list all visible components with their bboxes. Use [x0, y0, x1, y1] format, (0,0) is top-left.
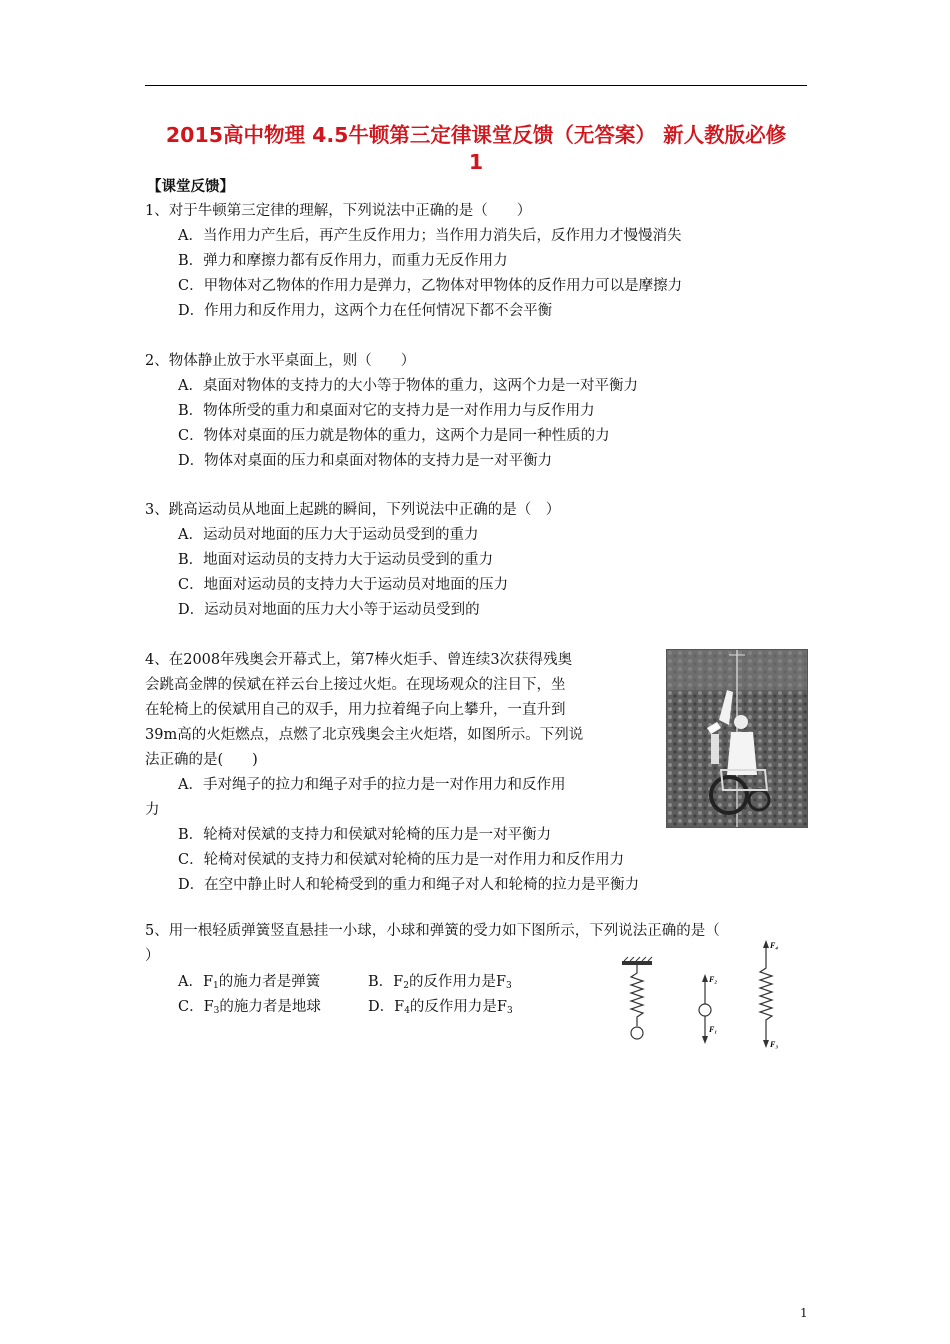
q5-option-c: C．$F_3$的施力者是地球 [178, 999, 321, 1016]
q4-stem-line-3: 在轮椅上的侯斌用自己的双手，用力拉着绳子向上攀升，一直升到 [145, 702, 566, 718]
q1-stem: 1、对于牛顿第三定律的理解，下列说法中正确的是（ ） [145, 203, 532, 219]
q5-option-d: D．$F_4$的反作用力是$F_3$ [368, 999, 513, 1016]
title-line-1: 2015高中物理 4.5牛顿第三定律课堂反馈（无答案） 新人教版必修 [165, 123, 787, 147]
title-line-2: 1 [468, 150, 484, 174]
q1-option-c: C．甲物体对乙物体的作用力是弹力，乙物体对甲物体的反作用力可以是摩擦力 [178, 278, 683, 294]
q5-option-a: A．$F_1$的施力者是弹簧 [178, 974, 321, 991]
q2-option-d: D．物体对桌面的压力和桌面对物体的支持力是一对平衡力 [178, 453, 553, 469]
q1-option-d: D．作用力和反作用力，这两个力在任何情况下都不会平衡 [178, 303, 553, 319]
q5-stem-line-1: 5、用一根轻质弹簧竖直悬挂一小球，小球和弹簧的受力如下图所示，下列说法正确的是（ [145, 923, 720, 939]
q3-option-a: A．运动员对地面的压力大于运动员受到的重力 [178, 527, 479, 543]
spring-force-diagram [610, 938, 810, 1050]
q4-option-a-continued: 力 [145, 802, 160, 818]
q4-stem-line-4: 39m高的火炬燃点，点燃了北京残奥会主火炬塔，如图所示。下列说 [145, 727, 584, 743]
hanging-spring [631, 965, 643, 1026]
hanging-ball [631, 1027, 643, 1039]
q3-option-b: B．地面对运动员的支持力大于运动员受到的重力 [178, 552, 494, 568]
q4-stem-line-2: 会跳高金牌的侯斌在祥云台上接过火炬。在现场观众的注目下，坐 [145, 677, 566, 693]
q4-option-c: C．轮椅对侯斌的支持力和侯斌对轮椅的压力是一对作用力和反作用力 [178, 852, 625, 868]
header-rule [145, 85, 807, 86]
q2-option-b: B．物体所受的重力和桌面对它的支持力是一对作用力与反作用力 [178, 403, 595, 419]
q5-stem-line-2: ） [145, 948, 160, 964]
label-f3: F₃ [770, 1040, 779, 1049]
q4-stem-line-1: 4、在2008年残奥会开幕式上，第7棒火炬手、曾连续3次获得残奥 [145, 652, 573, 668]
ceiling-mount [622, 957, 652, 965]
page-title [140, 122, 812, 176]
label-f4: F₄ [770, 941, 779, 950]
q2-option-c: C．物体对桌面的压力就是物体的重力，这两个力是同一种性质的力 [178, 428, 610, 444]
q5-option-b: B．$F_2$的反作用力是$F_3$ [368, 974, 512, 991]
section-heading: 【课堂反馈】 [147, 178, 234, 195]
page-number: 1 [800, 1306, 808, 1320]
label-f1: F₁ [709, 1025, 718, 1034]
ball-free-body [699, 974, 717, 1044]
q3-option-d: D．运动员对地面的压力大小等于运动员受到的 [178, 602, 480, 618]
q3-stem: 3、跳高运动员从地面上起跳的瞬间，下列说法中正确的是（ ） [145, 502, 561, 518]
q2-option-a: A．桌面对物体的支持力的大小等于物体的重力，这两个力是一对平衡力 [178, 378, 638, 394]
q1-option-b: B．弹力和摩擦力都有反作用力，而重力无反作用力 [178, 253, 508, 269]
q1-option-a: A．当作用力产生后，再产生反作用力；当作用力消失后，反作用力才慢慢消失 [178, 228, 682, 244]
q4-stem-line-5: 法正确的是( ) [145, 752, 258, 768]
q4-option-a: A．手对绳子的拉力和绳子对手的拉力是一对作用力和反作用 [178, 777, 566, 793]
label-f2: F₂ [709, 975, 718, 984]
q4-option-b: B．轮椅对侯斌的支持力和侯斌对轮椅的压力是一对平衡力 [178, 827, 552, 843]
spring-free-body [760, 940, 778, 1049]
q3-option-c: C．地面对运动员的支持力大于运动员对地面的压力 [178, 577, 509, 593]
q4-option-d: D．在空中静止时人和轮椅受到的重力和绳子对人和轮椅的拉力是平衡力 [178, 877, 640, 893]
q2-stem: 2、物体静止放于水平桌面上，则（ ） [145, 353, 416, 369]
torchbearer-photo [666, 649, 808, 828]
